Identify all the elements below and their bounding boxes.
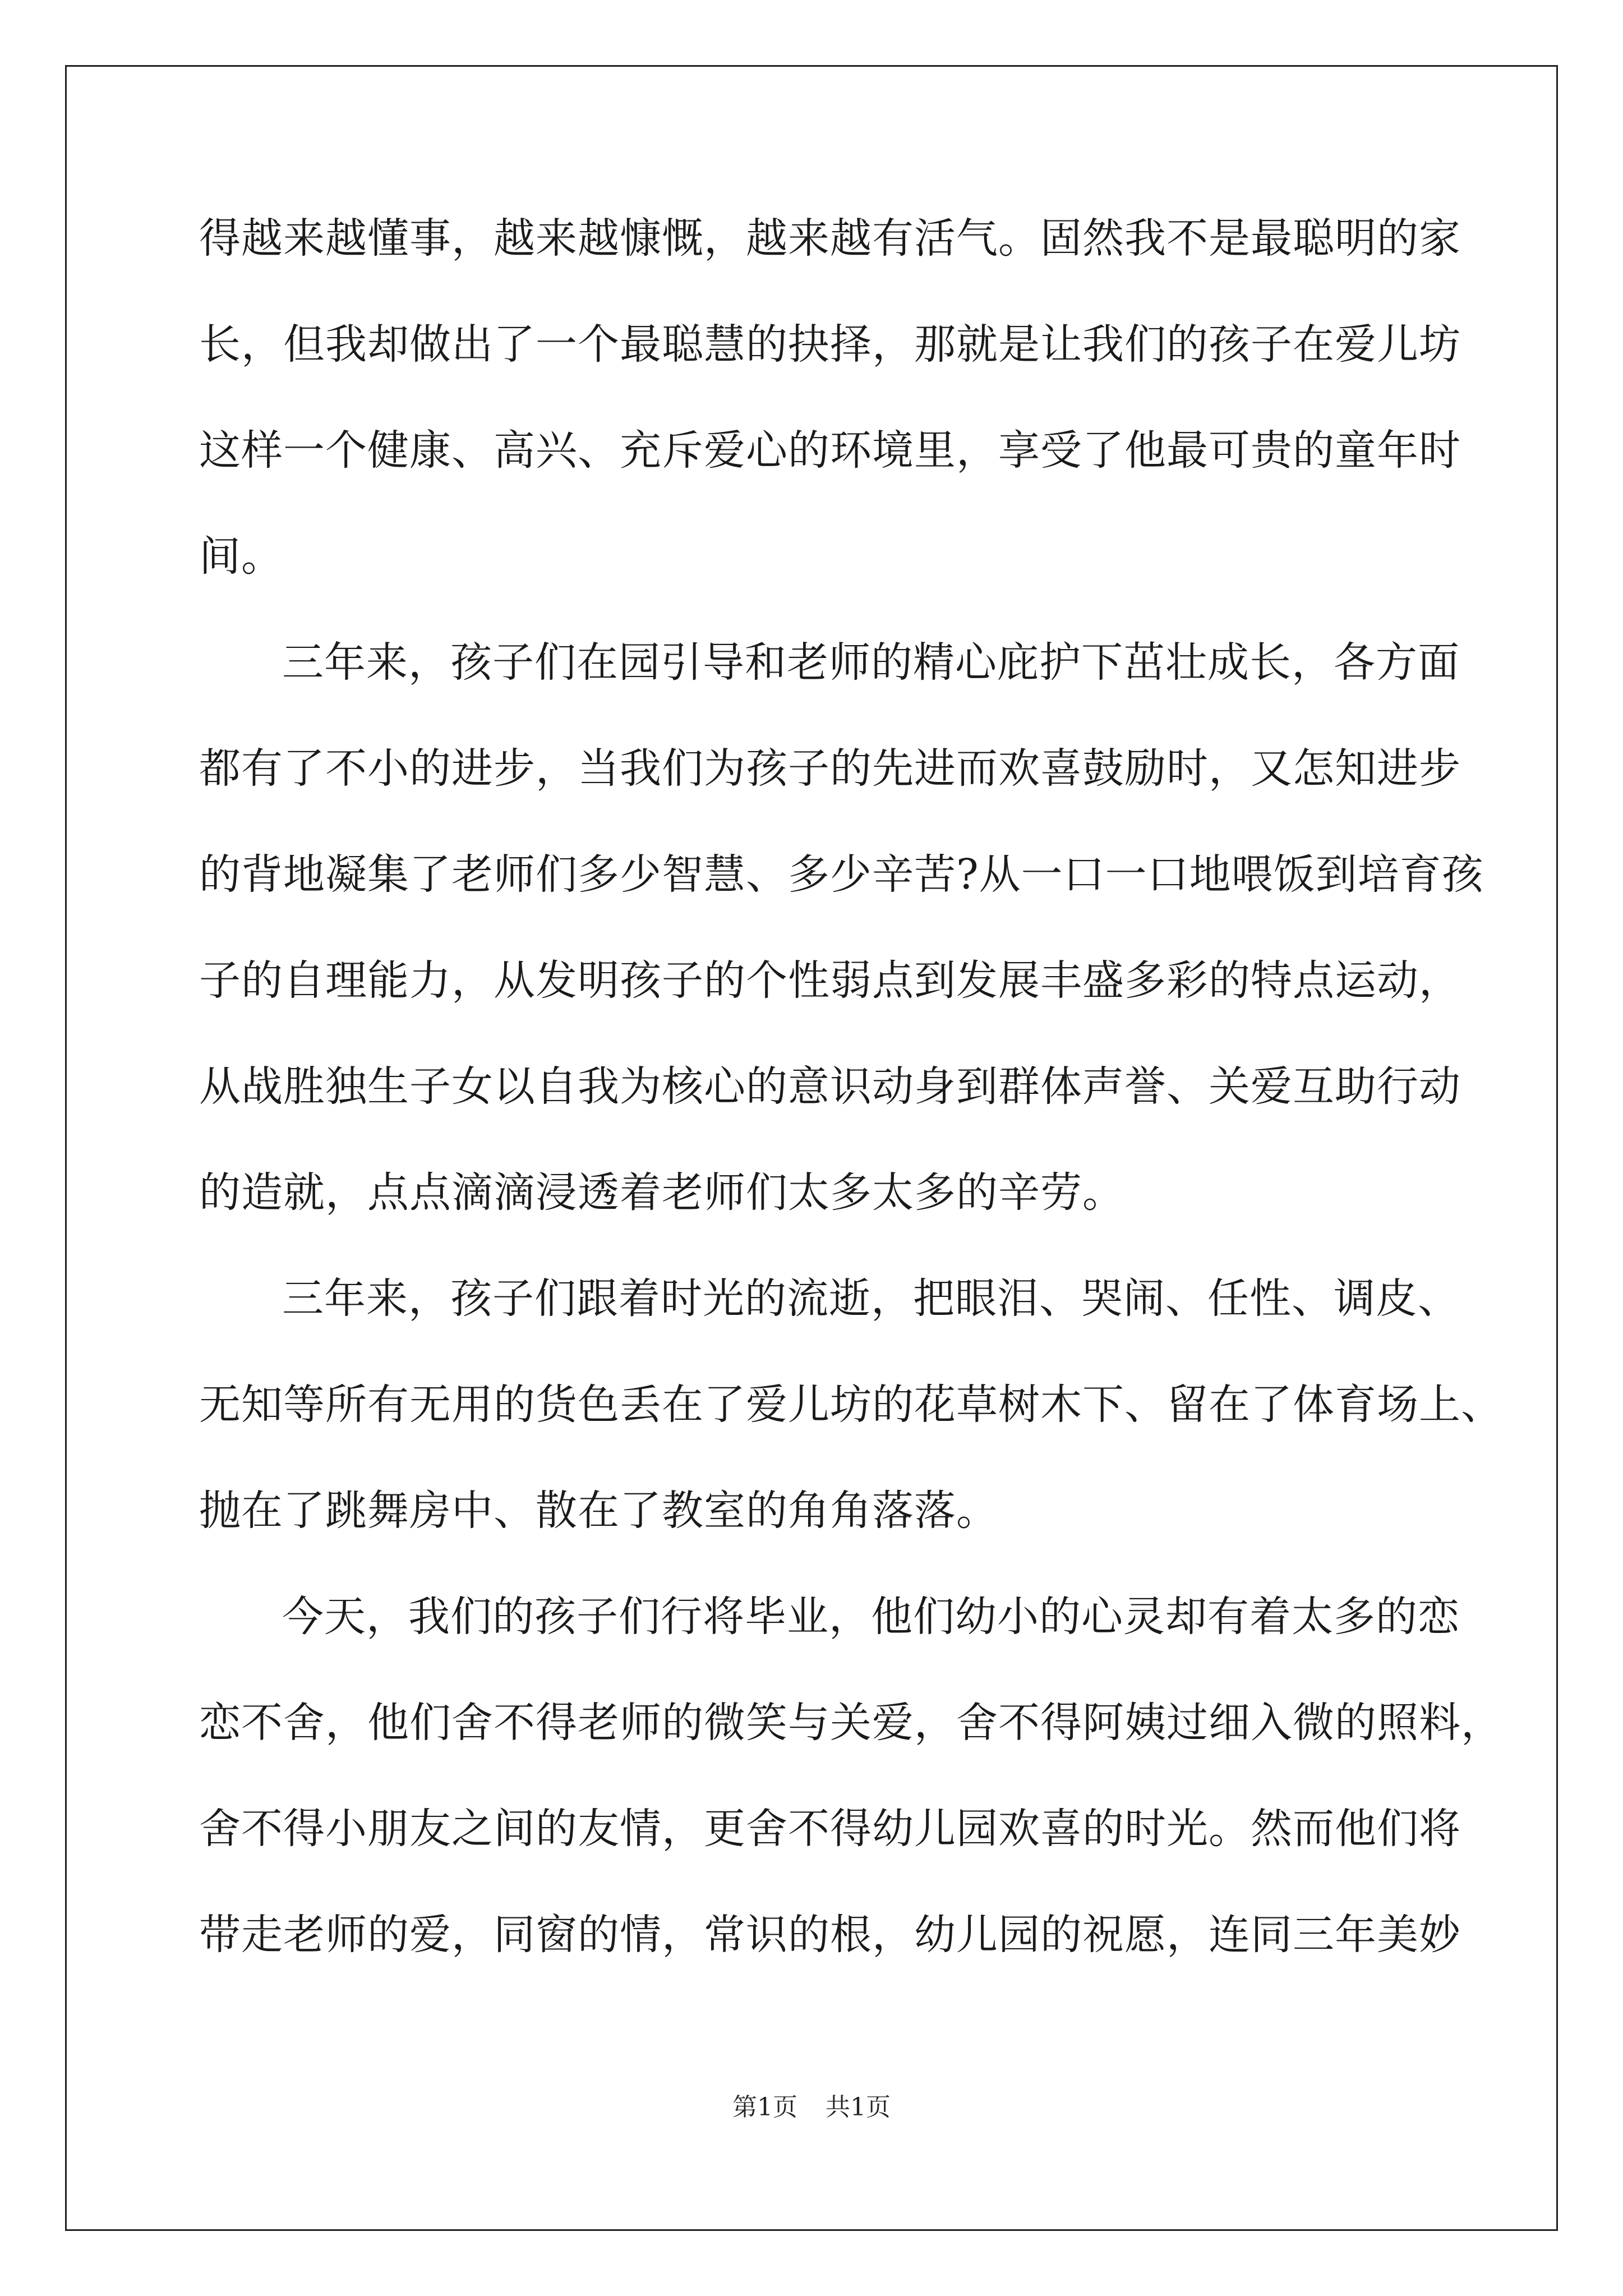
text-line: 抛在了跳舞房中、散在了教室的角角落落。 <box>199 1487 998 1535</box>
text-line: 的造就，点点滴滴浸透着老师们太多太多的辛劳。 <box>199 1168 1124 1217</box>
text-line: 得越来越懂事，越来越慷慨，越来越有活气。固然我不是最聪明的家 <box>199 214 1461 263</box>
paragraph-start-line: 三年来，孩子们在园引导和老师的精心庇护下茁壮成长，各方面 <box>282 638 1460 687</box>
text-line: 从战胜独生子女以自我为核心的意识动身到群体声誉、关爱互助行动 <box>199 1062 1461 1111</box>
page-total: 共1页 <box>826 2093 891 2122</box>
text-line: 长，但我却做出了一个最聪慧的抉择，那就是让我们的孩子在爱儿坊 <box>199 320 1461 369</box>
text-line: 带走老师的爱，同窗的情，常识的根，幼儿园的祝愿，连同三年美妙 <box>199 1911 1461 1959</box>
text-line: 恋不舍，他们舍不得老师的微笑与关爱，舍不得阿姨过细入微的照料， <box>199 1699 1503 1747</box>
document-body <box>199 210 1503 2013</box>
paragraph-start-line: 今天，我们的孩子们行将毕业，他们幼小的心灵却有着太多的恋 <box>282 1593 1460 1641</box>
text-line: 都有了不小的进步，当我们为孩子的先进而欢喜鼓励时，又怎知进步 <box>199 744 1461 793</box>
text-line: 舍不得小朋友之间的友情，更舍不得幼儿园欢喜的时光。然而他们将 <box>199 1805 1461 1853</box>
text-line: 间。 <box>199 532 283 581</box>
text-line: 的背地凝集了老师们多少智慧、多少辛苦?从一口一口地喂饭到培育孩 <box>199 850 1484 899</box>
paragraph-start-line: 三年来，孩子们跟着时光的流逝，把眼泪、哭闹、任性、调皮、 <box>282 1274 1460 1323</box>
text-line: 子的自理能力，从发明孩子的个性弱点到发展丰盛多彩的特点运动， <box>199 956 1461 1005</box>
text-line: 无知等所有无用的货色丢在了爱儿坊的花草树木下、留在了体育场上、 <box>199 1381 1503 1429</box>
page-number: 第1页 <box>732 2093 797 2122</box>
text-line: 这样一个健康、高兴、充斥爱心的环境里，享受了他最可贵的童年时 <box>199 426 1461 475</box>
page-footer <box>0 2091 1623 2124</box>
